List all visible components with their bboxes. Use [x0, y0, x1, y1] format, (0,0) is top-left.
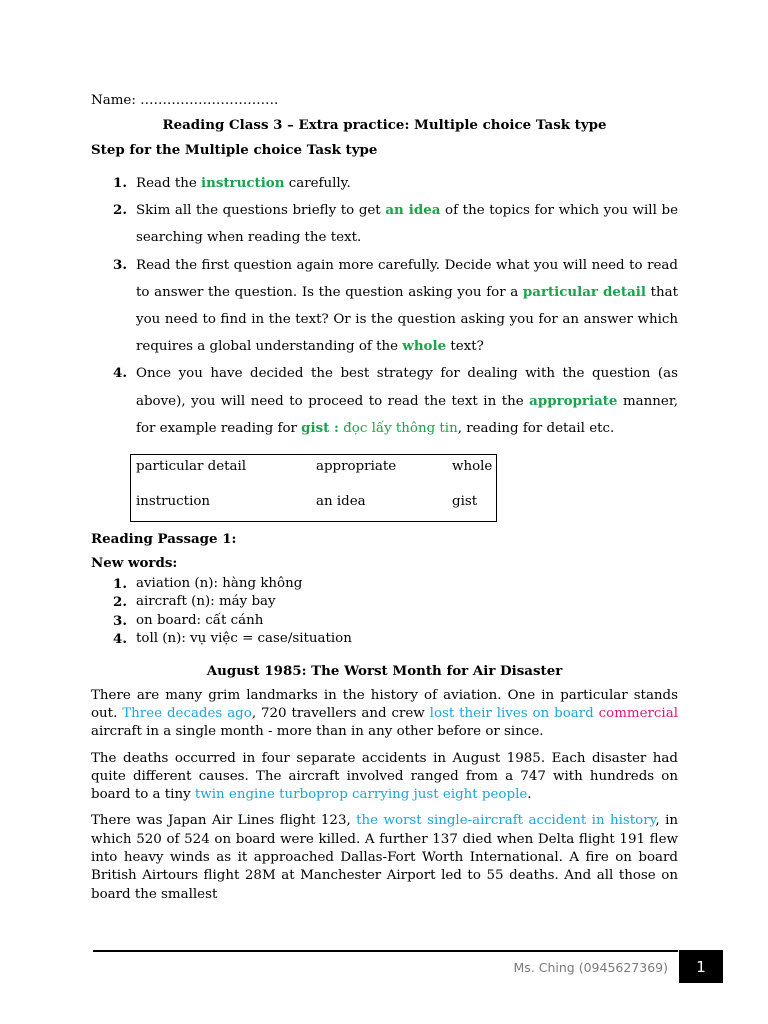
text-run: , 720 travellers and crew	[251, 705, 430, 721]
word-bank-cell: an idea	[316, 494, 366, 510]
passage-title: August 1985: The Worst Month for Air Disaster	[206, 662, 563, 679]
text-run: , in which 520 of 524 on board were killed. A further 137 died when Delta flight 191 flew into heavy winds as it approached Dallas-Fort Worth International. A fire on board British Airtours flight 28M at Manchester Airport led to 55 deaths. And all those on board the smallest	[91, 813, 678, 902]
vocab-text: aircraft (n): máy bay	[136, 594, 276, 610]
document-page	[91, 93, 678, 912]
vocab-text: toll (n): vụ việc = case/situation	[136, 631, 352, 647]
reading-passage-heading: Reading Passage 1:	[91, 531, 237, 548]
vocab-item	[91, 575, 678, 593]
step-number: 4.	[113, 365, 127, 382]
word-bank-cell: appropriate	[316, 459, 397, 475]
step-item	[91, 197, 678, 251]
vocab-item	[91, 612, 678, 630]
vocab-text: on board: cất cánh	[136, 612, 264, 628]
passage-body	[91, 687, 678, 904]
step-item	[91, 252, 678, 361]
text-run: of the topics for which you will be searching when reading the text.	[136, 203, 678, 246]
highlighted-text: gist :	[301, 419, 339, 436]
step-number: 1.	[113, 175, 127, 191]
text-run: manner, for example reading for	[136, 393, 679, 436]
highlighted-text: lost their lives on board	[429, 705, 594, 721]
text-run: Read the first question again more carefully. Decide what you will need to read to answer the question. Is the question asking you for a	[136, 257, 678, 300]
vocab-number: 2.	[113, 594, 127, 611]
passage-paragraph	[91, 687, 678, 742]
step-item	[91, 170, 678, 197]
name-line: Name: ………………………….	[91, 93, 279, 108]
highlighted-text: twin engine turboprop carrying just eight people	[194, 787, 528, 803]
word-bank-cell: instruction	[136, 494, 211, 510]
word-bank-box	[130, 454, 497, 522]
highlighted-text: Three decades ago	[122, 705, 252, 721]
highlighted-text: đọc lấy thông tin	[338, 420, 458, 436]
vocab-number: 4.	[113, 631, 127, 648]
vocab-item	[91, 593, 678, 611]
text-run: The deaths occurred in four separate accidents in August 1985. Each disaster had quite different causes. The aircraft involved ranged from a 747 with hundreds on board to a tiny	[91, 750, 678, 803]
highlighted-text: an idea	[385, 202, 441, 219]
word-bank-cell: gist	[452, 494, 478, 510]
word-bank-cell: particular detail	[136, 459, 247, 475]
word-bank-cell: whole	[452, 459, 493, 475]
step-number: 3.	[113, 256, 127, 273]
worksheet-title: Reading Class 3 – Extra practice: Multiple choice Task type	[162, 117, 607, 133]
text-run: There are many grim landmarks in the history of aviation. One in particular stands out.	[91, 687, 678, 721]
text-run: carefully.	[284, 176, 351, 191]
new-words-heading: New words:	[91, 555, 178, 572]
highlighted-text: commercial	[598, 705, 678, 721]
highlighted-text: particular detail	[522, 283, 646, 300]
step-number: 2.	[113, 202, 127, 219]
text-run: Skim all the questions briefly to get	[136, 203, 386, 219]
highlighted-text: whole	[402, 338, 447, 355]
highlighted-text: instruction	[201, 175, 285, 191]
highlighted-text: the worst single-aircraft accident in history	[356, 813, 656, 829]
text-run: Read the	[136, 176, 202, 191]
vocab-text: aviation (n): hàng không	[136, 576, 303, 592]
text-run: .	[527, 787, 532, 803]
steps-list	[91, 170, 678, 442]
passage-paragraph	[91, 750, 678, 805]
page-number: 1	[679, 950, 723, 983]
text-run: , reading for detail etc.	[457, 420, 615, 436]
highlighted-text: appropriate	[529, 392, 618, 409]
text-run: Once you have decided the best strategy for dealing with the question (as above), you will need to proceed to read the text in the	[136, 366, 678, 409]
vocab-item	[91, 630, 678, 648]
vocab-list	[91, 575, 678, 649]
passage-paragraph	[91, 812, 678, 903]
vocab-number: 3.	[113, 612, 127, 629]
footer-divider	[93, 950, 678, 952]
text-run: There was Japan Air Lines flight 123,	[91, 813, 357, 829]
vocab-number: 1.	[113, 576, 127, 593]
text-run: text?	[446, 339, 484, 355]
text-run: that you need to find in the text? Or is the question asking you for an answer which requires a global understanding of the	[136, 284, 678, 355]
footer-author: Ms. Ching (0945627369)	[513, 960, 668, 975]
steps-heading: Step for the Multiple choice Task type	[91, 142, 378, 158]
text-run: aircraft in a single month - more than in any other before or since.	[91, 724, 544, 740]
step-item	[91, 360, 678, 442]
